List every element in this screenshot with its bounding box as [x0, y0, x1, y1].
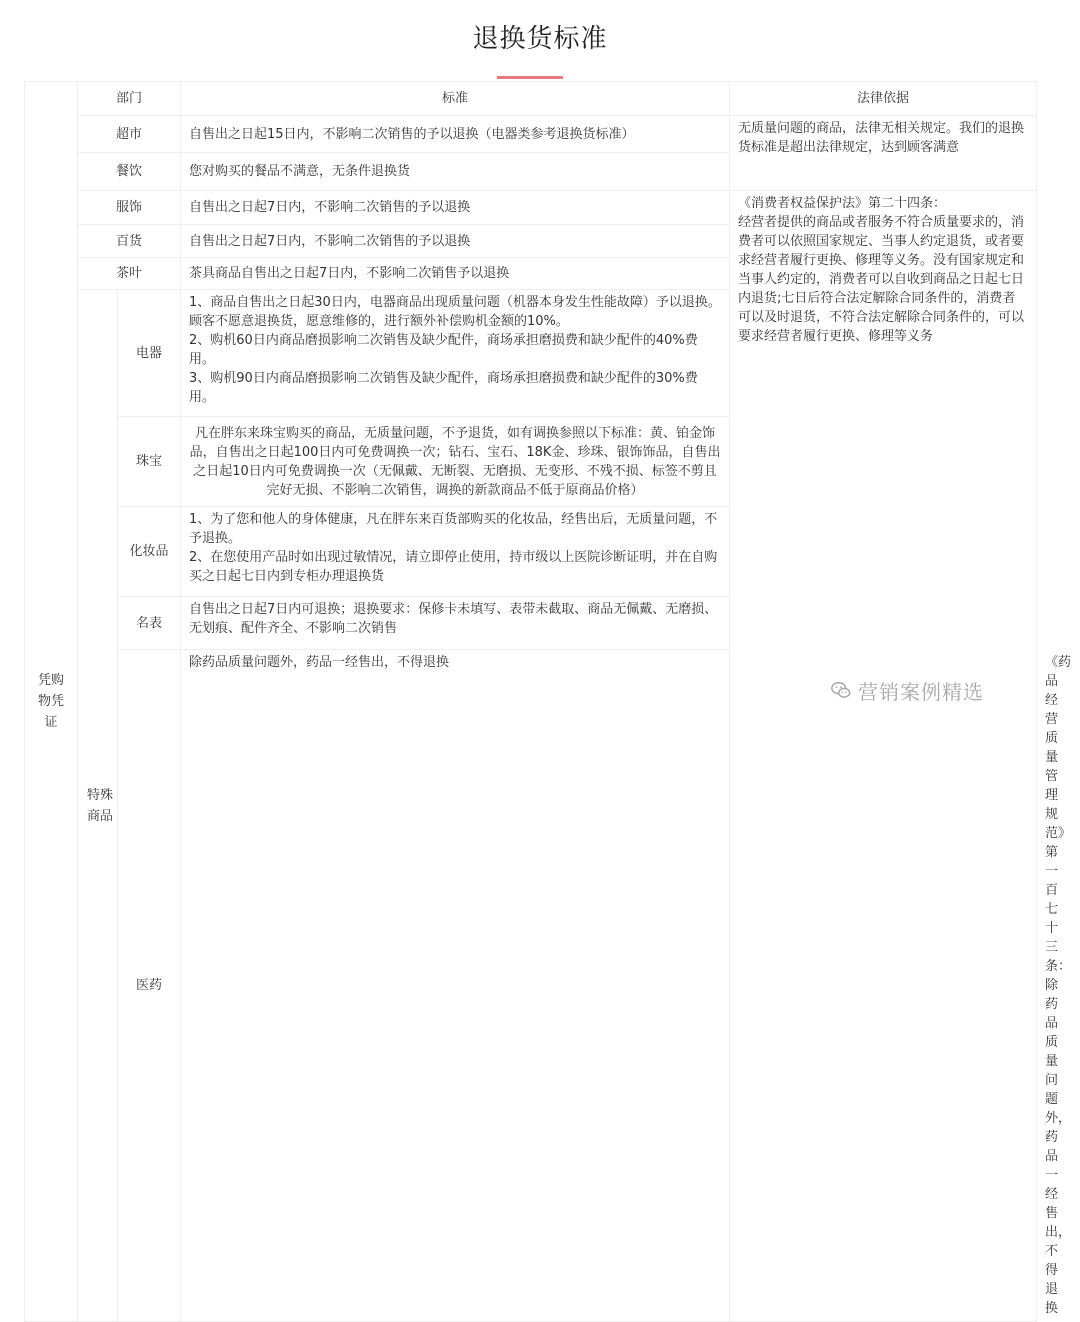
- header-law: 法律依据: [730, 82, 1037, 116]
- law-cell-2: [730, 191, 1037, 1322]
- dept-cell: 百货: [78, 225, 181, 258]
- standard-cell: 凡在胖东来珠宝购买的商品，无质量问题，不予退货，如有调换参照以下标准：黄、铂金饰品，自售出之日起100日内可免费调换一次；钻石、宝石、18K金、珍珠、银饰饰品，自售出之日起10日内可免费调换一次（无佩戴、无断裂、无磨损、无变形、不残不损、标签不剪且完好无损、不影响二次销售，调换的新款商品不低于原商品价格）: [181, 417, 730, 507]
- dept-cell: 医药: [118, 650, 181, 1322]
- standard-cell: 自售出之日起15日内，不影响二次销售的予以退换（电器类参考退换货标准）: [181, 116, 730, 153]
- standard-line: 2、在您使用产品时如出现过敏情况，请立即停止使用，持市级以上医院诊断证明，并在自购买之日起七日内到专柜办理退换货: [189, 550, 718, 584]
- law2-title: 《消费者权益保护法》第二十四条：: [738, 196, 947, 211]
- table-row: [25, 191, 1037, 225]
- standard-cell: 茶具商品自售出之日起7日内，不影响二次销售予以退换: [181, 258, 730, 290]
- dept-cell: 名表: [118, 597, 181, 650]
- standard-cell: 自售出之日起7日内，不影响二次销售的予以退换: [181, 225, 730, 258]
- table-header-row: [25, 82, 1037, 116]
- dept-cell: 超市: [78, 116, 181, 153]
- standard-line: 2、购机60日内商品磨损影响二次销售及缺少配件，商场承担磨损费和缺少配件的40%费用。: [189, 333, 698, 367]
- table-row: [25, 116, 1037, 153]
- dept-cell: 餐饮: [78, 153, 181, 191]
- dept-cell: 珠宝: [118, 417, 181, 507]
- group-cell: [25, 82, 78, 1322]
- dept-cell: 电器: [118, 290, 181, 417]
- standard-cell: [181, 290, 730, 417]
- law2-body: 经营者提供的商品或者服务不符合质量要求的，消费者可以依照国家规定、当事人约定退货，或者要求经营者履行更换、修理等义务。没有国家规定和当事人约定的，消费者可以自收到商品之日起七日内退货;七日后符合法定解除合同条件的，消费者可以及时退货，不符合法定解除合同条件的，可以要求经营者履行更换、修理等义务: [738, 215, 1025, 344]
- dept-cell: 服饰: [78, 191, 181, 225]
- watermark: [830, 677, 984, 703]
- watermark-text: 营销案例精选: [858, 679, 984, 704]
- dept-cell: 化妆品: [118, 507, 181, 597]
- wechat-icon: [830, 679, 852, 701]
- table-row: 医药 除药品质量问题外，药品一经售出，不得退换 《药品经营质量管理规范》第一百七十三条： 除药品质量问题外，药品一经售出，不得退换: [25, 650, 1037, 1322]
- standard-cell: 自售出之日起7日内可退换；退换要求：保修卡未填写、表带未截取、商品无佩戴、无磨损、无划痕、配件齐全、不影响二次销售: [181, 597, 730, 650]
- title-underline: [497, 76, 563, 79]
- page-title: 退换货标准: [472, 24, 608, 54]
- standard-cell: 自售出之日起7日内，不影响二次销售的予以退换: [181, 191, 730, 225]
- group-label: 凭购物凭证: [37, 673, 64, 730]
- special-cell: [78, 290, 118, 1322]
- standard-line: 1、为了您和他人的身体健康，凡在胖东来百货部购买的化妆品，经售出后，无质量问题，不予退换。: [189, 512, 718, 546]
- law-cell-1: 无质量问题的商品，法律无相关规定。我们的退换货标准是超出法律规定，达到顾客满意: [730, 116, 1037, 191]
- header-standard: 标准: [181, 82, 730, 116]
- standard-cell: 除药品质量问题外，药品一经售出，不得退换: [181, 650, 730, 1322]
- header-dept: 部门: [78, 82, 181, 116]
- special-label: 特殊商品: [86, 787, 113, 824]
- standard-cell: [181, 507, 730, 597]
- standard-line: 3、购机90日内商品磨损影响二次销售及缺少配件，商场承担磨损费和缺少配件的30%费用。: [189, 371, 698, 405]
- standard-line: 1、商品自售出之日起30日内，电器商品出现质量问题（机器本身发生性能故障）予以退换。顾客不愿意退换货，愿意维修的，进行额外补偿购机金额的10%。: [189, 295, 721, 329]
- standard-cell: 您对购买的餐品不满意，无条件退换货: [181, 153, 730, 191]
- dept-cell: 茶叶: [78, 258, 181, 290]
